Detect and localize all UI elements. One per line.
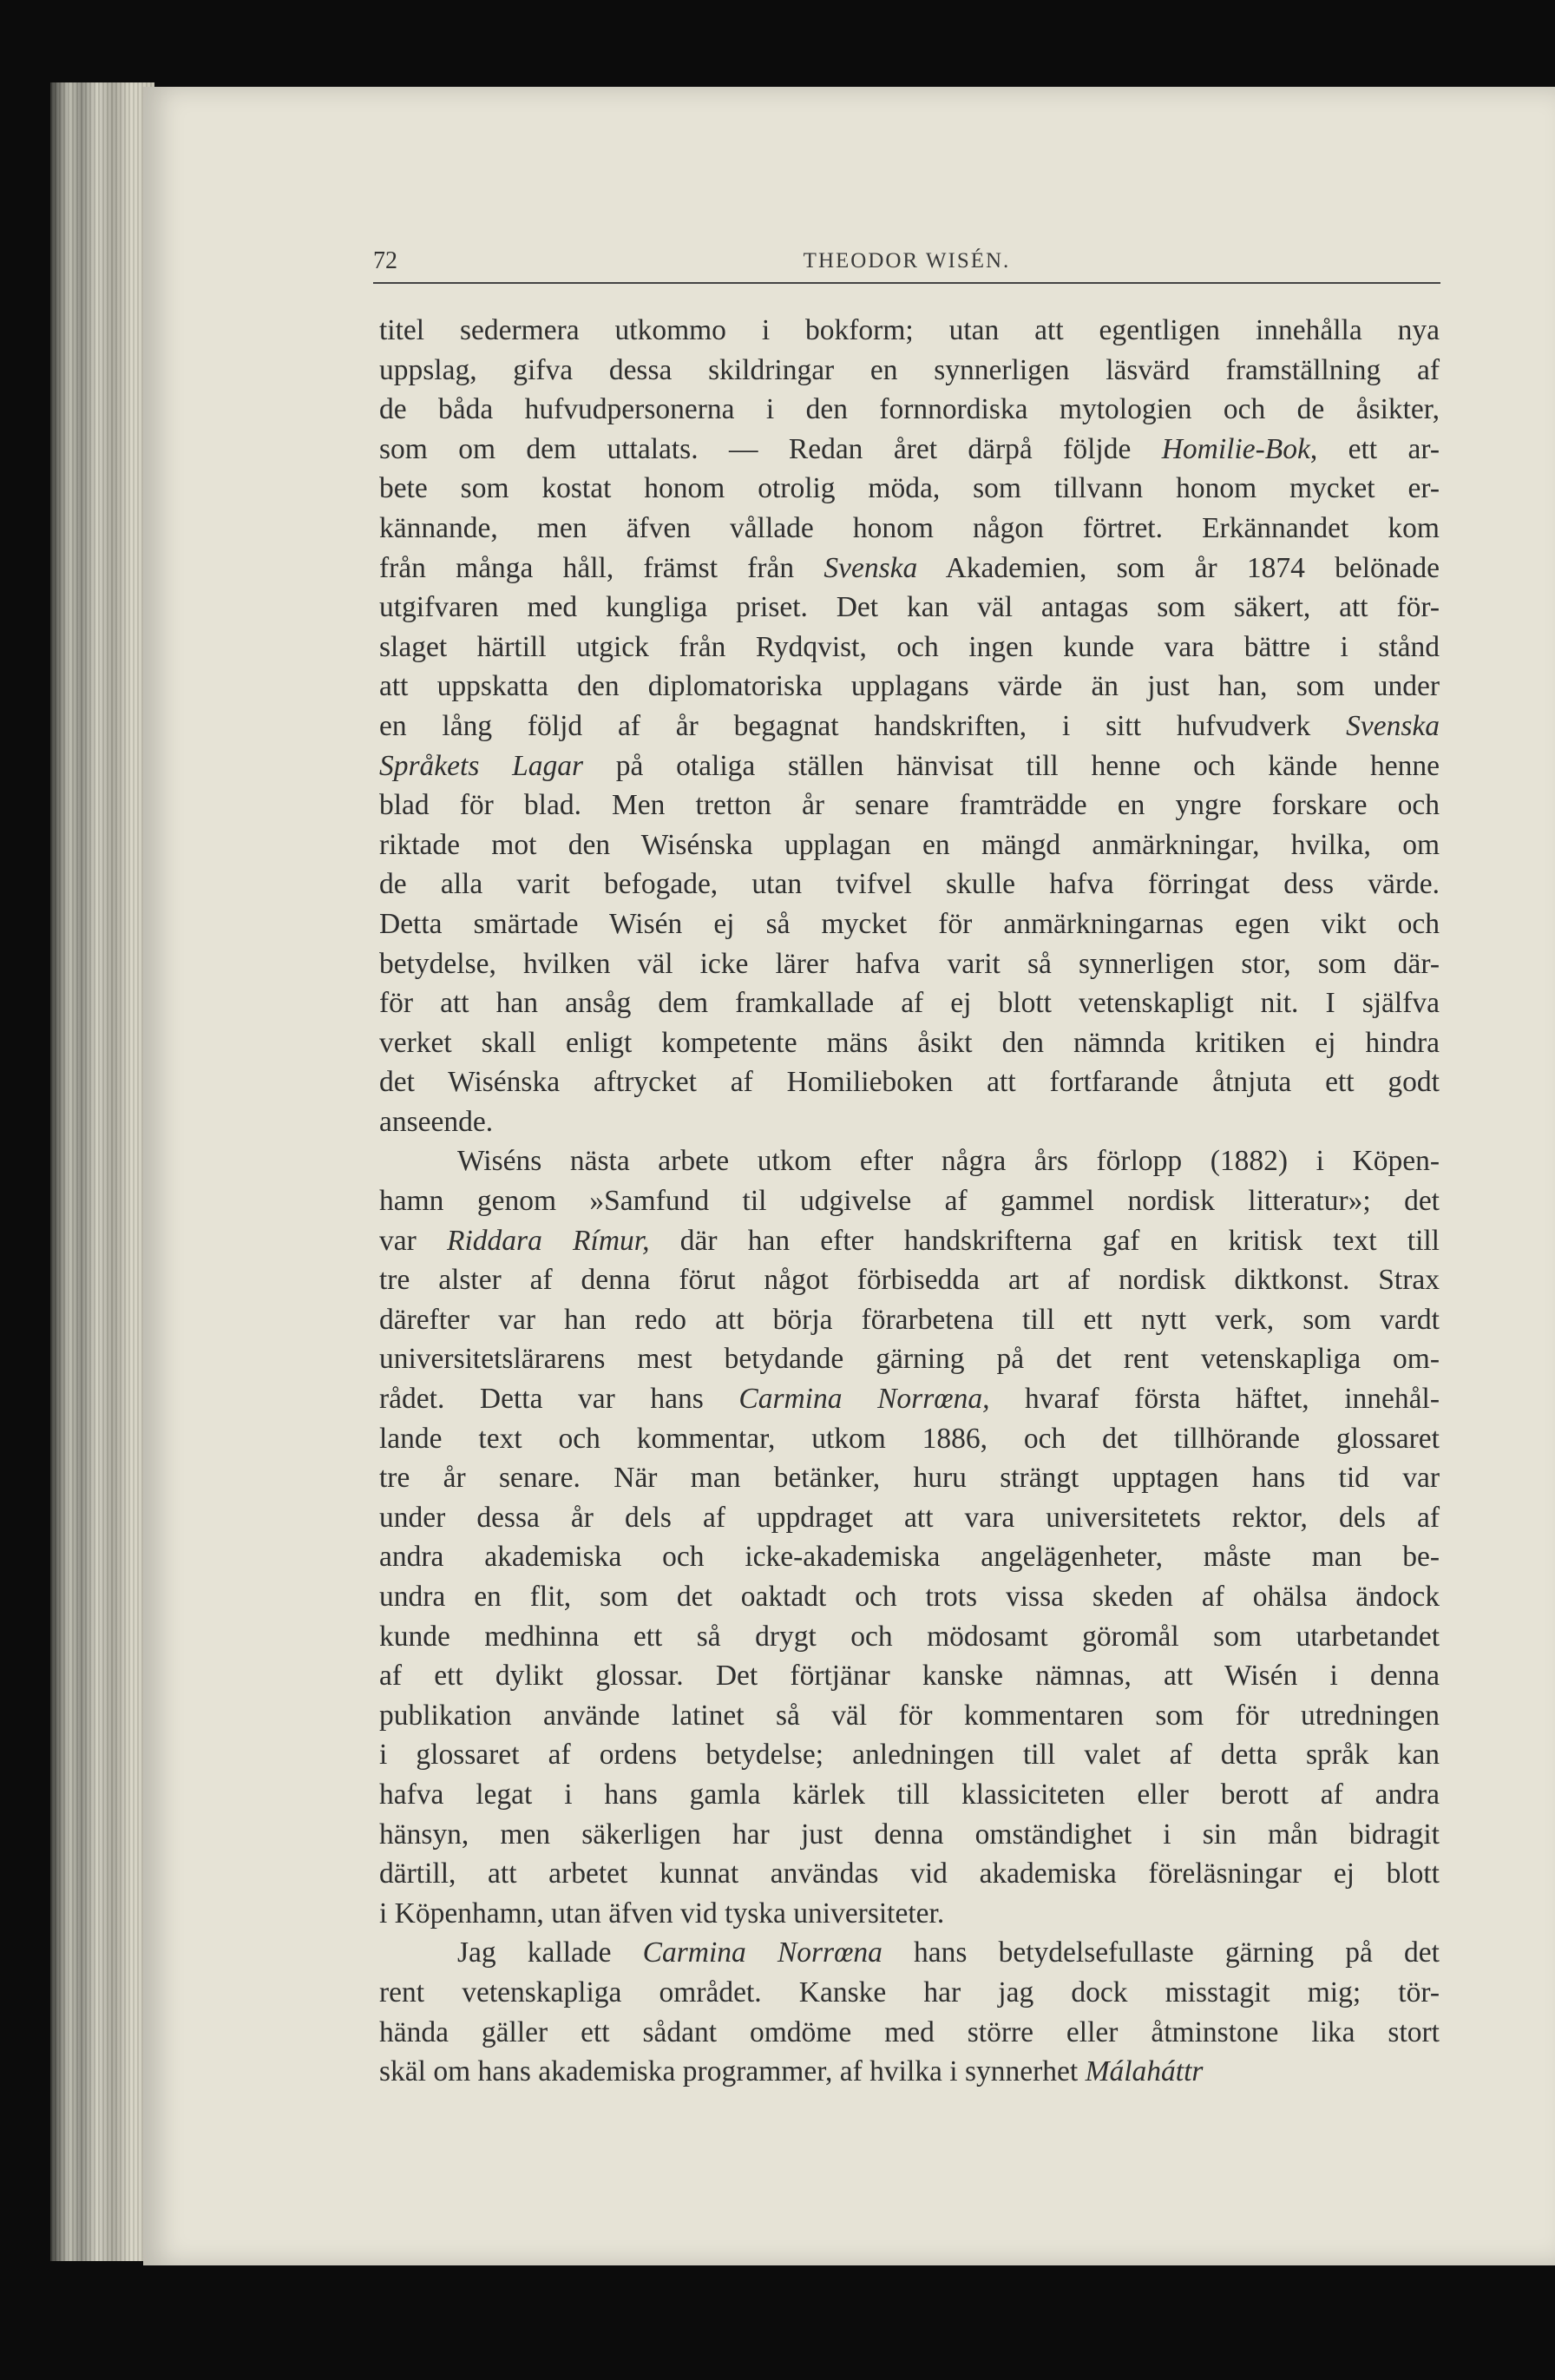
text-line: de båda hufvudpersonerna i den fornnordiska mytologien och de åsikter,	[379, 393, 1440, 426]
text-line: därtill, att arbetet kunnat användas vid akademiska föreläsningar ej blott	[379, 1857, 1440, 1890]
text-line: af ett dylikt glossar. Det förtjänar kanske nämnas, att Wisén i denna	[379, 1660, 1440, 1693]
text-line: universitetslärarens mest betydande gärning på det rent vetenskapliga om-	[379, 1343, 1440, 1376]
text-line: bete som kostat honom otrolig möda, som tillvann honom mycket er-	[379, 472, 1440, 505]
text-line: det Wisénska aftrycket af Homilieboken att fortfarande åtnjuta ett godt	[379, 1066, 1440, 1099]
text-line: i Köpenhamn, utan äfven vid tyska universiteter.	[379, 1897, 945, 1930]
book-page-edges	[50, 82, 154, 2261]
body-text	[379, 311, 1440, 2092]
text-line: hänsyn, men säkerligen har just denna omständighet i sin mån bidragit	[379, 1818, 1440, 1851]
text-line: publikation använde latinet så väl för kommentaren som för utredningen	[379, 1699, 1440, 1732]
text-line: riktade mot den Wisénska upplagan en mängd anmärkningar, hvilka, om	[379, 828, 1440, 861]
text-line: för att han ansåg dem framkallade af ej blott vetenskapligt nit. I själfva	[379, 987, 1440, 1020]
text-line: anseende.	[379, 1105, 494, 1138]
text-line: under dessa år dels af uppdraget att vara universitetets rektor, dels af	[379, 1501, 1440, 1534]
page-number: 72	[373, 247, 397, 274]
text-line: att uppskatta den diplomatoriska upplagans värde än just han, som under	[379, 670, 1440, 703]
text-line: Wiséns nästa arbete utkom efter några års förlopp (1882) i Köpen-	[457, 1145, 1440, 1178]
text-line: hafva legat i hans gamla kärlek till klassiciteten eller berott af andra	[379, 1778, 1440, 1811]
text-line: hända gäller ett sådant omdöme med större eller åtminstone lika stort	[379, 2015, 1440, 2048]
text-line: titel sedermera utkommo i bokform; utan att egentligen innehålla nya	[379, 314, 1440, 346]
text-line: från många håll, främst från Svenska Akademien, som år 1874 belönade	[379, 551, 1440, 584]
text-line: skäl om hans akademiska programmer, af hvilka i synnerhet Málaháttr	[379, 2055, 1204, 2088]
text-line: andra akademiska och icke-akademiska angelägenheter, måste man be-	[379, 1541, 1440, 1574]
text-line: blad för blad. Men tretton år senare framträdde en yngre forskare och	[379, 789, 1440, 822]
text-line: slaget härtill utgick från Rydqvist, och ingen kunde vara bättre i stånd	[379, 630, 1440, 663]
text-line: därefter var han redo att börja förarbetena till ett nytt verk, som vardt	[379, 1303, 1440, 1336]
text-line: hamn genom »Samfund til udgivelse af gammel nordisk litteratur»; det	[379, 1185, 1440, 1218]
text-line: var Riddara Rímur, där han efter handskrifterna gaf en kritisk text till	[379, 1224, 1440, 1257]
text-line: tre år senare. När man betänker, huru strängt upptagen hans tid var	[379, 1462, 1440, 1495]
text-line: Språkets Lagar på otaliga ställen hänvisat till henne och kände henne	[379, 749, 1440, 782]
paragraph	[379, 1141, 1440, 1933]
text-line: utgifvaren med kungliga priset. Det kan väl antagas som säkert, att för-	[379, 591, 1440, 624]
text-line: Detta smärtade Wisén ej så mycket för anmärkningarnas egen vikt och	[379, 907, 1440, 940]
text-line: betydelse, hvilken väl icke lärer hafva varit så synnerligen stor, som där-	[379, 947, 1440, 980]
text-line: i glossaret af ordens betydelse; anledningen till valet af detta språk kan	[379, 1739, 1440, 1772]
text-line: verket skall enligt kompetente mäns åsikt den nämnda kritiken ej hindra	[379, 1026, 1440, 1059]
paragraph	[379, 311, 1440, 1141]
text-line: som om dem uttalats. — Redan året därpå följde Homilie-Bok, ett ar-	[379, 432, 1440, 465]
text-line: tre alster af denna förut något förbisedda art af nordisk diktkonst. Strax	[379, 1264, 1440, 1297]
text-line: undra en flit, som det oaktadt och trots vissa skeden af ohälsa ändock	[379, 1581, 1440, 1613]
text-line: uppslag, gifva dessa skildringar en synnerligen läsvärd framställning af	[379, 353, 1440, 386]
running-head: THEODOR WISÉN.	[803, 249, 1011, 273]
text-line: rådet. Detta var hans Carmina Norrœna, hvaraf första häftet, innehål-	[379, 1383, 1440, 1416]
text-line: kännande, men äfven vållade honom någon förtret. Erkännandet kom	[379, 511, 1440, 544]
text-line: Jag kallade Carmina Norrœna hans betydelsefullaste gärning på det	[457, 1936, 1440, 1969]
text-line: lande text och kommentar, utkom 1886, och det tillhörande glossaret	[379, 1422, 1440, 1455]
page-header	[373, 247, 1440, 284]
text-line: kunde medhinna ett så drygt och mödosamt göromål som utarbetandet	[379, 1620, 1440, 1653]
text-line: de alla varit befogade, utan tvifvel skulle hafva förringat dess värde.	[379, 868, 1440, 901]
text-line: en lång följd af år begagnat handskriften, i sitt hufvudverk Svenska	[379, 709, 1440, 742]
text-line: rent vetenskapliga området. Kanske har jag dock misstagit mig; tör-	[379, 1976, 1440, 2009]
paragraph	[379, 1933, 1440, 2091]
